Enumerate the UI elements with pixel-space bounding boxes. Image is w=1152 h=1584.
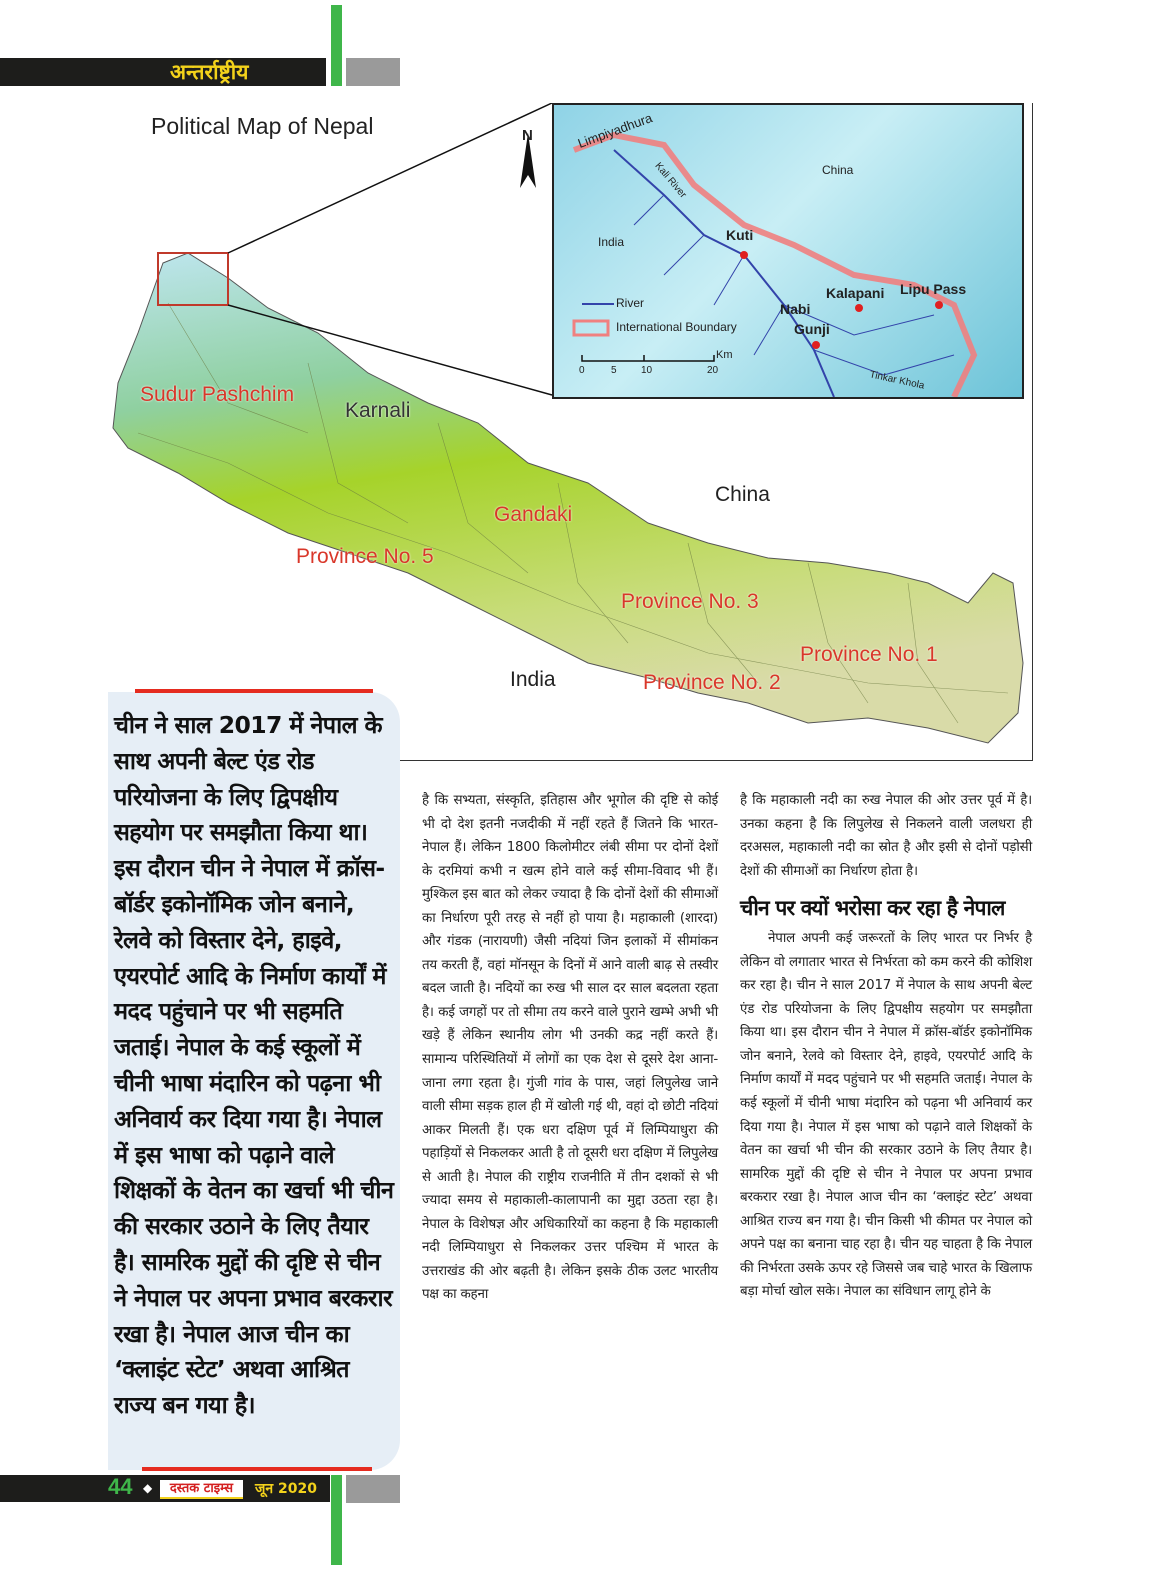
inset-label-tinkar-khola: Tinkar Khola [868,369,926,392]
inset-label-china: China [822,163,854,177]
pull-quote-top-rule [135,689,373,693]
inset-label-limpiyadhura: Limpiyadhura [575,110,655,151]
inset-label-gunji: Gunji [794,321,830,337]
inset-label-nabi: Nabi [780,301,811,317]
map-title: Political Map of Nepal [151,113,374,139]
label-province-1: Province No. 1 [800,643,938,666]
scale-20: 20 [707,365,719,376]
diamond-icon: ◆ [143,1481,153,1495]
inset-label-kuti: Kuti [726,227,754,243]
scale-5: 5 [611,365,617,376]
label-province-3: Province No. 3 [621,590,759,613]
article-column-middle [422,789,718,1307]
inset-label-kali-river: Kali River [652,160,689,201]
inset-label-kalapani: Kalapani [826,285,885,301]
subheading: चीन पर क्यों भरोसा कर रहा है नेपाल [740,896,1005,921]
section-title: अन्तर्राष्ट्रीय [170,60,249,84]
label-china: China [715,483,770,506]
issue-date: जून 2020 [255,1481,317,1497]
nepal-map [108,103,1033,761]
inset-map [552,103,1024,399]
scale-0: 0 [579,365,585,376]
label-gandaki: Gandaki [494,503,573,526]
label-province-2: Province No. 2 [643,671,781,694]
pull-quote-text: चीन ने साल 2017 में नेपाल के साथ अपनी बेल्ट एंड रोड परियोजना के लिए द्विपक्षीय सहयोग पर समझौता किया था। इस दौरान चीन ने नेपाल में क्रॉस-बॉर्डर इकोनॉमिक जोन बनाने, रेलवे को विस्तार देने, हाइवे, एयरपोर्ट आदि के निर्माण कार्यों में मदद पहुंचाने पर भी सहमति जताई। नेपाल के कई स्कूलों में चीनी भाषा मंदारिन को पढ़ना भी अनिवार्य कर दिया गया है। नेपाल में इस भाषा को पढ़ाने वाले शिक्षकों के वेतन का खर्चा भी चीन की सरकार उठाने के लिए तैयार है। सामरिक मुद्दों की दृष्टि से चीन ने नेपाल पर अपना प्रभाव बरकरार रखा है। नेपाल आज चीन का ‘क्लाइंट स्टेट’ अथवा आश्रित राज्य बन गया है। [114,711,394,1420]
right-column-intro: है कि महाकाली नदी का रुख नेपाल की ओर उत्तर पूर्व में है। उनका कहना है कि लिपुलेख से निकलने वाली जलधरा ही दरअसल, महाकाली नदी का स्रोत है और इसी से दोनों पड़ोसी देशों की सीमाओं का निर्धारण होता है। [740,793,1032,879]
page-number: 44 [108,1474,133,1499]
footer-green-bar [331,1475,342,1565]
legend-river: River [616,296,645,310]
scale-10: 10 [641,365,653,376]
middle-column-text: है कि सभ्यता, संस्कृति, इतिहास और भूगोल की दृष्टि से कोई भी दो देश इतनी नजदीकी में नहीं रहते हैं जितने कि भारत-नेपाल हैं। लेकिन 1800 किलोमीटर लंबी सीमा पर दोनों देशों के दरमियां कभी न खत्म होने वाले कई सीमा-विवाद भी हैं। मुश्किल इस बात को लेकर ज्यादा है कि दोनों देशों की सीमाओं का निर्धारण पूरी तरह से नहीं हो पाया है। महाकाली (शारदा) और गंडक (नारायणी) जैसी नदियां जिन इलाकों में सीमांकन तय करती हैं, वहां मॉनसून के दिनों में आने वाली बाढ़ से तस्वीर बदल जाती है। नदियों का रुख भी साल दर साल बदलता रहता है। कई जगहों पर तो सीमा तय करने वाले पुराने खम्भे अभी भी खड़े हैं लेकिन स्थानीय लोग भी उनकी कद्र नहीं करते हैं। सामान्य परिस्थितियों में लोगों का एक देश से दूसरे देश आना-जाना लगा रहता है। गुंजी गांव के पास, जहां लिपुलेख जाने वाली सीमा सड़क हाल ही में खोली गई थी, वहां दो छोटी नदियां आकर मिलती हैं। एक धरा दक्षिण पूर्व में लिम्पियाधुरा की पहाड़ियों से निकलकर आती है तो दूसरी धरा दक्षिण में लिपुलेख से आती है। नेपाल की राष्ट्रीय राजनीति में तीन दशकों से भी ज्यादा समय से महाकाली-कालापानी का मुद्दा उठता रहा है। नेपाल के विशेषज्ञ और अधिकारियों का कहना है कि महाकाली नदी लिम्पियाधुरा से निकलकर उत्तर पश्चिम में भारत के उत्तराखंड की ओर बढ़ती है। लेकिन इसके ठीक उलट भारतीय पक्ष का कहना [422,793,718,1303]
label-karnali: Karnali [345,399,411,422]
inset-label-lipu-pass: Lipu Pass [900,281,967,297]
header-bar [0,58,326,86]
right-column-body: नेपाल अपनी कई जरूरतों के लिए भारत पर निर्भर है लेकिन वो लगातार भारत से निर्भरता को कम करने की कोशिश कर रहा है। चीन ने साल 2017 में नेपाल के साथ अपनी बेल्ट एंड रोड परियोजना के लिए द्विपक्षीय सहयोग पर समझौता किया था। इस दौरान चीन ने नेपाल में क्रॉस-बॉर्डर इकोनॉमिक जोन बनाने, रेलवे को विस्तार देने, हाइवे, एयरपोर्ट आदि के निर्माण कार्यों में मदद पहुंचाने पर भी सहमति जताई। नेपाल के कई स्कूलों में चीनी भाषा मंदारिन को पढ़ना भी अनिवार्य कर दिया गया है। नेपाल में इस भाषा को पढ़ाने वाले शिक्षकों के वेतन का खर्चा भी चीन की सरकार उठाने के लिए तैयार है। सामरिक मुद्दों की दृष्टि से चीन ने नेपाल पर अपना प्रभाव बरकरार रखा है। नेपाल आज चीन का ‘क्लाइंट स्टेट’ अथवा आश्रित राज्य बन गया है। चीन किसी भी कीमत पर नेपाल को अपने पक्ष का बनाना चाह रहा है। चीन यह चाहता है कि नेपाल की निर्भरता उसके ऊपर रहे जिससे जब चाहे भारत के खिलाफ बड़ा मोर्चा खोल सके। नेपाल का संविधान लागू होने के [740,931,1032,1300]
label-province-5: Province No. 5 [296,545,434,568]
pull-quote-bottom-rule [142,1467,372,1471]
legend-boundary: International Boundary [616,320,737,334]
label-sudur-pashchim: Sudur Pashchim [140,383,295,406]
article-column-right [740,789,1032,1304]
north-label: N [522,127,533,144]
label-india: India [510,668,556,691]
scale-unit: Km [716,349,733,361]
header-gray-box [346,58,400,86]
magazine-logo: दस्तक टाइम्स [160,1480,243,1499]
footer-gray-box [346,1475,400,1503]
inset-label-india: India [598,235,625,249]
header-green-bar [331,5,342,86]
